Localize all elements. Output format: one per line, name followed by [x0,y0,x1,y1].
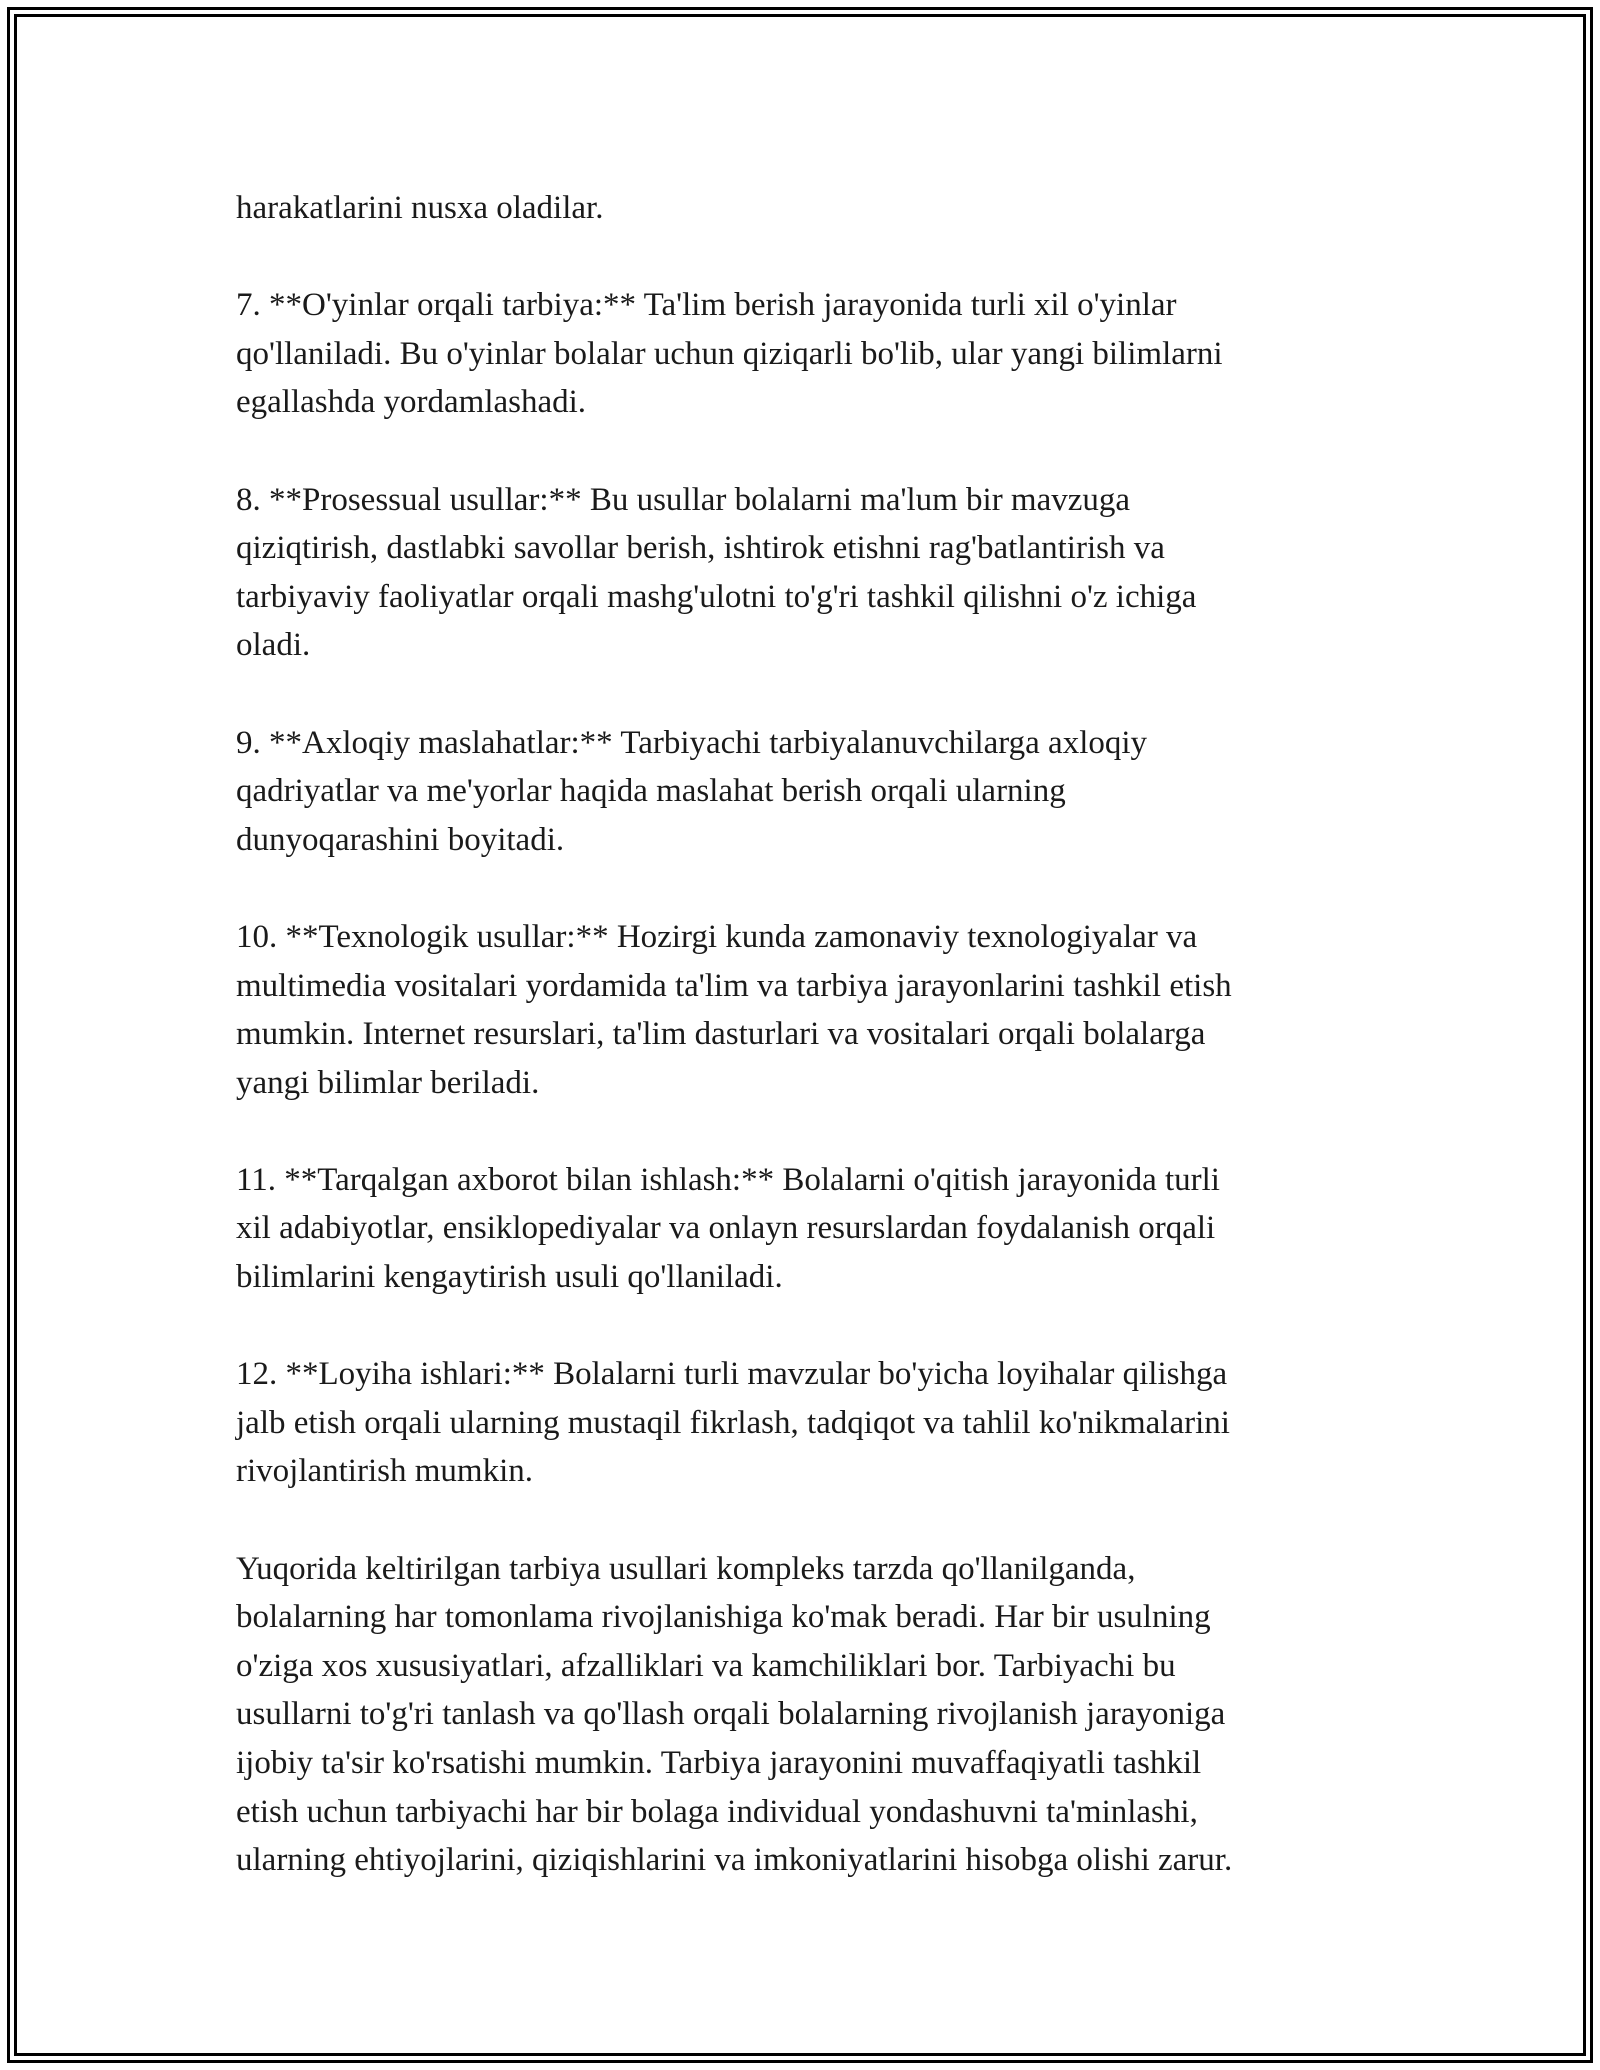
paragraph-conclusion: Yuqorida keltirilgan tarbiya usullari kompleks tarzda qo'llanilganda, bolalarning har tomonlama rivojlanishiga ko'mak beradi. Har bir usulning o'ziga xos xususiyatlari, afzalliklari va kamchiliklari bor. Tarbiyachi bu usullarni to'g'ri tanlash va qo'llash orqali bolalarning rivojlanish jarayoniga ijobiy ta'sir ko'rsatishi mumkin. Tarbiya jarayonini muvaffaqiyatli tashkil etish uchun tarbiyachi har bir bolaga individual yondashuvni ta'minlashi, ularning ehtiyojlarini, qiziqishlarini va imkoniyatlarini hisobga olishi zarur. [236,1550,1233,1879]
paragraph-item-8: 8. **Prosessual usullar:** Bu usullar bolalarni ma'lum bir mavzuga qiziqtirish, dastlabki savollar berish, ishtirok etishni rag'batlantirish va tarbiyaviy faoliyatlar orqali mashg'ulotni to'g'ri tashkil qilishni o'z ichiga oladi. [236,481,1197,664]
paragraph-item-10: 10. **Texnologik usullar:** Hozirgi kunda zamonaviy texnologiyalar va multimedia vositalari yordamida ta'lim va tarbiya jarayonlarini tashkil etish mumkin. Internet resurslari, ta'lim dasturlari va vositalari orqali bolalarga yangi bilimlar beriladi. [236,918,1232,1101]
paragraph-item-7: 7. **O'yinlar orqali tarbiya:** Ta'lim berish jarayonida turli xil o'yinlar qo'llaniladi. Bu o'yinlar bolalar uchun qiziqarli bo'lib, ular yangi bilimlarni egallashda yordamlashadi. [236,287,1223,421]
paragraph-item-9: 9. **Axloqiy maslahatlar:** Tarbiyachi tarbiyalanuvchilarga axloqiy qadriyatlar va me'yorlar haqida maslahat berish orqali ularning dunyoqarashini boyitadi. [236,724,1148,858]
paragraph-continuation: harakatlarini nusxa oladilar. [236,190,604,226]
document-body [236,184,1376,1885]
paragraph-item-12: 12. **Loyiha ishlari:** Bolalarni turli mavzular bo'yicha loyihalar qilishga jalb etish orqali ularning mustaqil fikrlash, tadqiqot va tahlil ko'nikmalarini rivojlantirish mumkin. [236,1356,1230,1490]
paragraph-item-11: 11. **Tarqalgan axborot bilan ishlash:** Bolalarni o'qitish jarayonida turli xil adabiyotlar, ensiklopediyalar va onlayn resurslardan foydalanish orqali bilimlarini kengaytirish usuli qo'llaniladi. [236,1161,1220,1296]
